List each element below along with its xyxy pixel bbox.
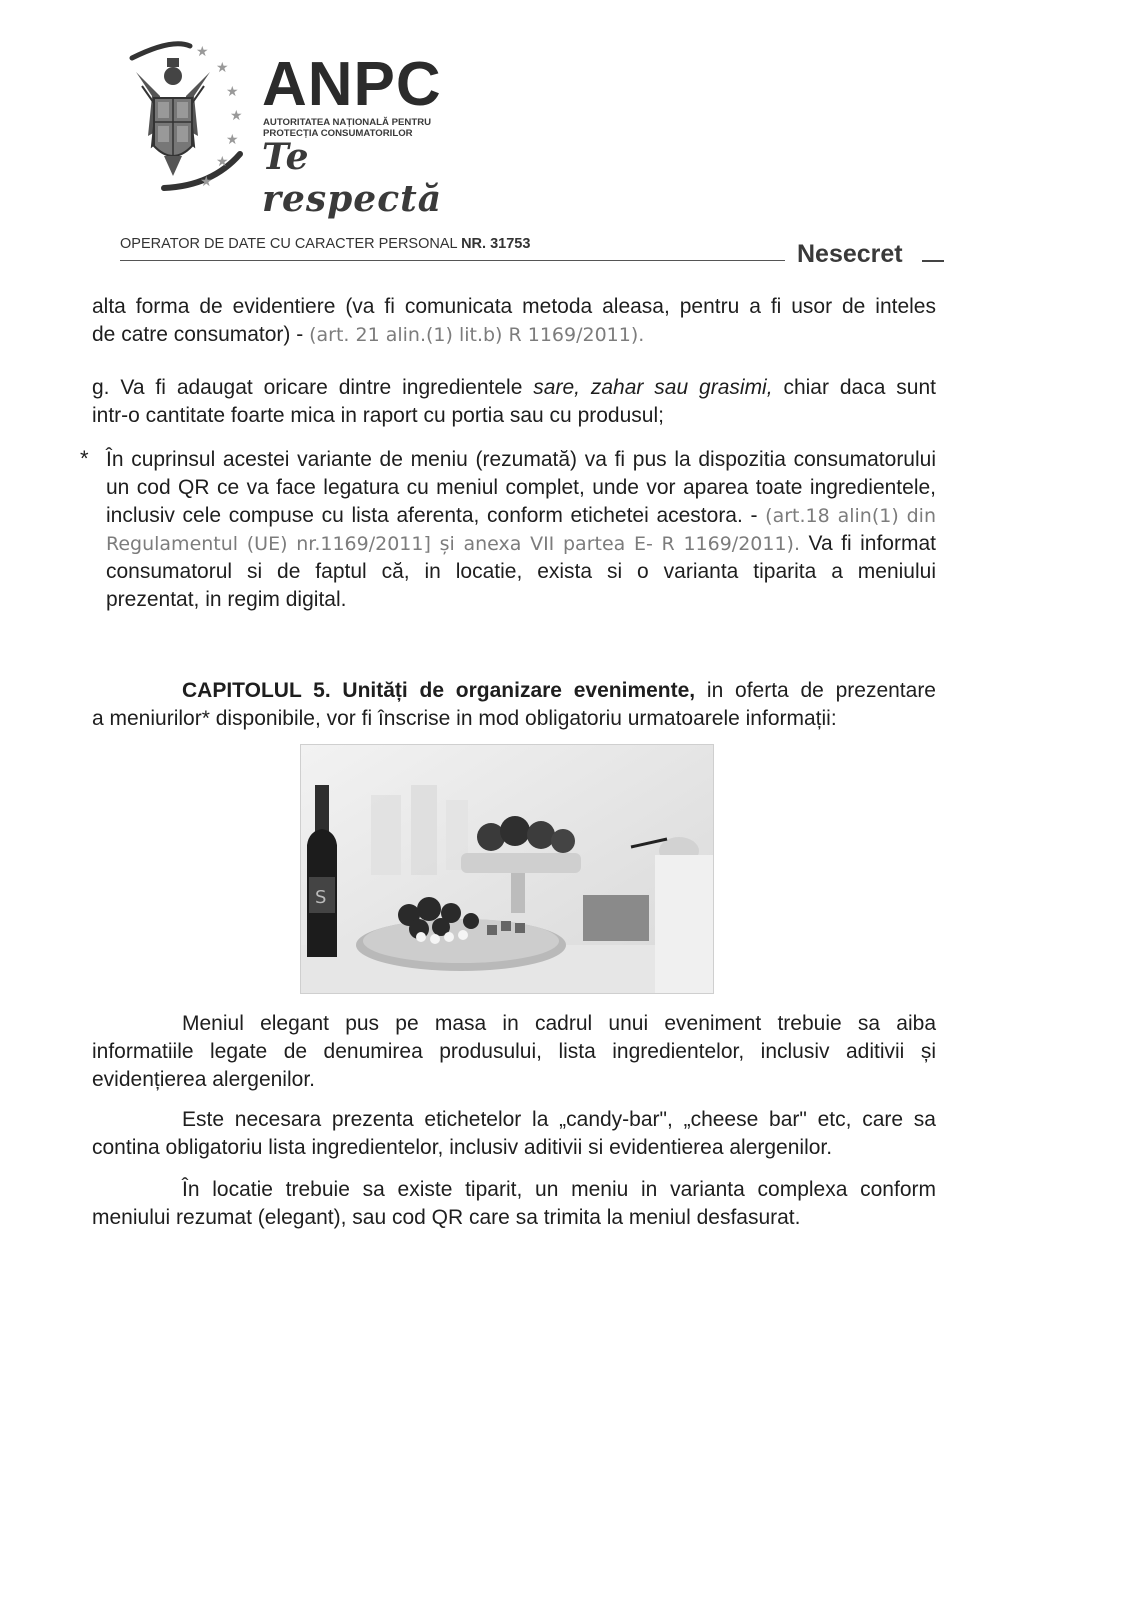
paragraph-menu-line2: informatiile legate de denumirea produsului, lista ingredientelor, inclusiv aditivii și: [92, 1040, 936, 1063]
chapter-5: [92, 677, 936, 733]
note-line1: În cuprinsul acestei variante de meniu (rezumată) va fi pus la dispozitia consumatorului: [106, 448, 936, 471]
legal-reference: Regulamentul (UE) nr.1169/2011] și anexa VII partea E- R 1169/2011).: [106, 533, 801, 555]
operator-number: NR. 31753: [461, 236, 531, 252]
svg-text:★: ★: [200, 174, 213, 190]
paragraph-g: [92, 374, 936, 430]
paragraph-location-line1: În locatie trebuie sa existe tiparit, un meniu in varianta complexa conform: [182, 1178, 936, 1201]
buffet-table-image: [301, 745, 713, 993]
logo-slogan: Te respectă: [262, 136, 443, 220]
svg-text:★: ★: [226, 84, 239, 100]
paragraph-menu-line1: Meniul elegant pus pe masa in cadrul unui eveniment trebuie sa aiba: [182, 1012, 936, 1035]
coat-of-arms-icon: [112, 36, 262, 196]
paragraph-g-suffix: chiar daca sunt: [772, 376, 936, 399]
note-line2: un cod QR ce va face legatura cu meniul complet, unde vor aparea toate ingredientele,: [106, 476, 936, 499]
paragraph-labels-line1: Este necesara prezenta etichetelor la „candy-bar", „cheese bar" etc, care sa: [182, 1108, 936, 1131]
paragraph-f-line2-text: de catre consumator) -: [92, 323, 310, 346]
operator-label: OPERATOR DE DATE CU CARACTER PERSONAL: [120, 236, 462, 252]
paragraph-location-line2: meniului rezumat (elegant), sau cod QR care sa trimita la meniul desfasurat.: [92, 1206, 801, 1229]
paragraph-g-line2: intr-o cantitate foarte mica in raport cu portia sau cu produsul;: [92, 404, 664, 427]
paragraph-f-line2: [92, 321, 936, 349]
note-line6: prezentat, in regim digital.: [106, 588, 347, 611]
classification-dash: [922, 260, 944, 262]
paragraph-g-prefix: g. Va fi adaugat oricare dintre ingredientele: [92, 376, 534, 399]
note-line3-text: inclusiv cele compuse cu lista aferenta, conform etichetei acestora. -: [106, 504, 766, 527]
logo-subtitle-line1: AUTORITATEA NAȚIONALĂ PENTRU: [263, 117, 432, 128]
note-qr-code: [106, 446, 936, 614]
svg-text:★: ★: [216, 60, 229, 76]
paragraph-g-italic: sare, zahar sau grasimi,: [533, 376, 773, 399]
chapter-5-heading: CAPITOLUL 5. Unități de organizare evenimente,: [182, 679, 696, 702]
operator-line: [120, 236, 530, 252]
classification-label: Nesecret: [797, 240, 903, 268]
logo-wordmark: ANPC: [262, 50, 442, 119]
note-line4: [106, 530, 936, 558]
svg-text:★: ★: [226, 132, 239, 148]
paragraph-f: [92, 293, 936, 349]
svg-text:★: ★: [230, 108, 243, 124]
legal-reference: (art.18 alin(1) din: [765, 505, 936, 527]
chapter-5-line2: a meniurilor* disponibile, vor fi înscrise in mod obligatoriu urmatoarele informații:: [92, 707, 837, 730]
chapter-5-line1-rest: in oferta de prezentare: [695, 679, 936, 702]
header-divider: [120, 260, 785, 261]
paragraph-location: [92, 1176, 936, 1232]
paragraph-g-line1: [92, 374, 936, 402]
note-asterisk: *: [80, 446, 89, 471]
paragraph-menu-line3: evidențierea alergenilor.: [92, 1068, 315, 1091]
svg-text:★: ★: [196, 44, 209, 60]
note-line4-text: Va fi informat: [800, 532, 936, 555]
event-buffet-photo: [300, 744, 714, 994]
note-line5: consumatorul si de faptul că, in locatie, exista si o varianta tiparita a meniului: [106, 560, 936, 583]
note-line3: [106, 502, 936, 530]
paragraph-labels-line2: contina obligatoriu lista ingredientelor, inclusiv aditivii si evidentierea alergenilor.: [92, 1136, 833, 1159]
paragraph-f-line1: alta forma de evidentiere (va fi comunicata metoda aleasa, pentru a fi usor de inteles: [92, 295, 936, 318]
paragraph-elegant-menu: [92, 1010, 936, 1094]
svg-text:S: S: [315, 887, 327, 908]
chapter-5-line1: [92, 677, 936, 705]
logo-subtitle-line2: PROTECȚIA CONSUMATORILOR: [263, 128, 413, 139]
legal-reference: (art. 21 alin.(1) lit.b) R 1169/2011).: [309, 324, 645, 346]
anpc-logo: [112, 36, 472, 220]
paragraph-labels: [92, 1106, 936, 1162]
svg-text:★: ★: [216, 154, 229, 170]
